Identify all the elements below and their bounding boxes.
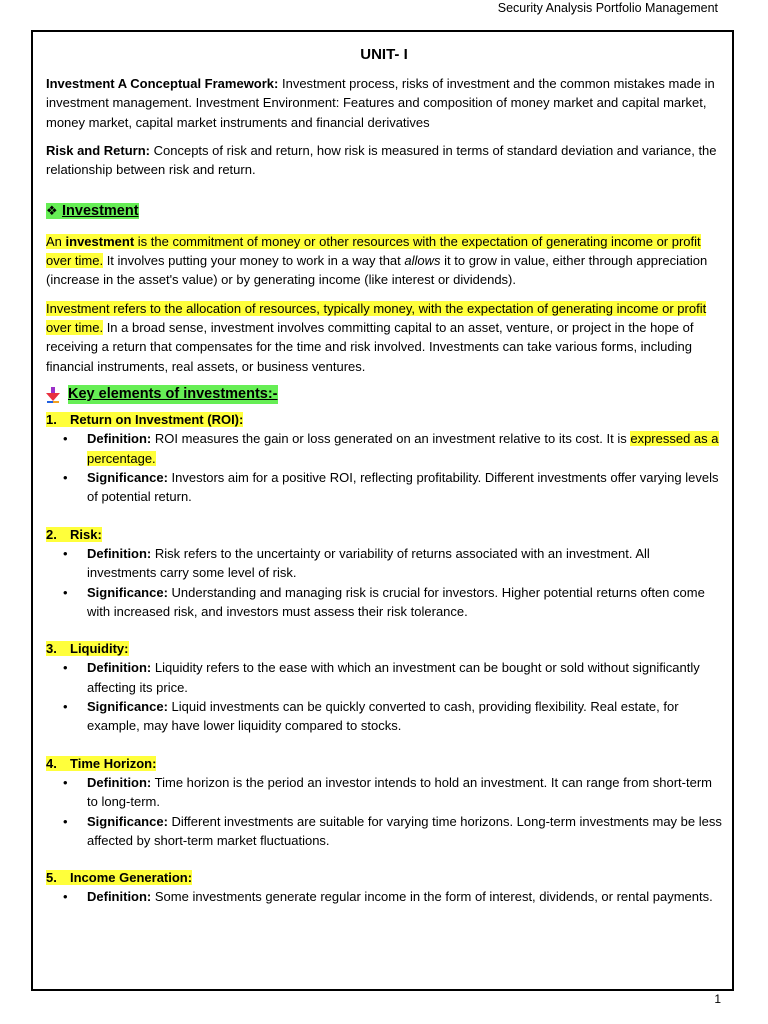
key-element-title [46,868,722,887]
key-elements-heading-text: Key elements of investments:- [68,385,278,404]
key-element-title [46,754,722,773]
significance-text: Investors aim for a positive ROI, reflecting profitability. Different investments offer varying levels of potential return. [87,470,719,505]
bullet-list [46,887,722,906]
four-color-arrow-icon [46,387,68,403]
definition-bullet [87,887,722,906]
item-number: 2. [46,526,57,542]
significance-bullet [87,812,722,851]
investment-paragraph-2 [46,299,722,376]
para-bold: investment [65,233,135,249]
key-element-item [46,754,722,850]
key-elements-heading [46,385,722,404]
investment-heading [46,201,722,221]
running-header: Security Analysis Portfolio Management [497,1,718,15]
key-element-item [46,525,722,621]
syllabus-paragraph-2 [46,141,722,180]
significance-text: Understanding and managing risk is crucial for investors. Higher potential returns often come with increased risk, and investors must assess their risk tolerance. [87,584,705,619]
definition-highlight: expressed as a percentage. [87,431,719,466]
item-number: 1. [46,412,57,428]
para-text: It involves putting your money to work in a way that [103,253,405,269]
key-element-item [46,410,722,506]
definition-label: Definition: [87,774,152,790]
key-element-item [46,868,722,907]
significance-text: Different investments are suitable for varying time horizons. Long-term investments may be less affected by short-term market fluctuations. [87,813,722,848]
definition-label: Definition: [87,545,152,561]
syllabus-label: Risk and Return: [46,142,151,158]
significance-label: Significance: [87,813,168,829]
item-number: 5. [46,870,57,886]
page-number: 1 [714,992,721,1006]
para-italic: allows [404,253,441,269]
syllabus-text: Investment process, risks of investment and the common mistakes made in investment management. Investment Environment: Features and composition of money market and capital market, money market, capital market instruments and financial derivatives [46,76,715,130]
definition-text: ROI measures the gain or loss generated on an investment relative to its cost. It is [151,431,631,447]
bullet-list [46,429,722,506]
para-highlight: is the commitment of money or other resources with the expectation of generating income or profit over time. [46,233,701,269]
definition-text: Some investments generate regular income in the form of interest, dividends, or rental payments. [151,889,713,905]
key-elements-list [46,410,722,907]
item-title: Return on Investment (ROI): [70,412,244,428]
definition-bullet [87,429,722,468]
para-text: it to grow in value, either through appreciation (increase in the asset's value) or by generating income (like interest or dividends). [46,253,708,288]
four-diamond-star-icon: ❖ [46,203,58,219]
definition-label: Definition: [87,889,152,905]
significance-bullet [87,583,722,622]
unit-title: UNIT- I [360,46,408,63]
para-highlight: Investment refers to the allocation of resources, typically money, with the expectation of generating income or profit over time. [46,300,707,335]
para-text: An [46,233,66,249]
definition-label: Definition: [87,660,152,676]
document-body [46,44,722,925]
item-number: 3. [46,641,57,657]
key-element-title [46,410,722,429]
significance-bullet [87,468,722,507]
item-title: Time Horizon: [70,755,157,771]
definition-text: Risk refers to the uncertainty or variability of returns associated with an investment. All investments carry some level of risk. [87,545,650,581]
key-element-title [46,525,722,544]
significance-label: Significance: [87,699,168,715]
definition-bullet [87,773,722,812]
syllabus-text: Concepts of risk and return, how risk is measured in terms of standard deviation and variance, the relationship between risk and return. [46,142,717,178]
definition-label: Definition: [87,431,152,447]
investment-heading-text: Investment [62,203,139,220]
syllabus-label: Investment A Conceptual Framework: [46,76,279,91]
significance-bullet [87,697,722,736]
definition-text: Time horizon is the period an investor intends to hold an investment. It can range from short-term to long-term. [87,774,712,810]
item-title: Risk: [70,526,102,542]
significance-label: Significance: [87,470,168,486]
significance-label: Significance: [87,584,168,600]
item-title: Liquidity: [70,641,129,657]
key-element-title [46,639,722,658]
item-title: Income Generation: [70,870,193,886]
key-element-item [46,639,722,735]
bullet-list [46,658,722,735]
definition-bullet [87,658,722,697]
definition-bullet [87,544,722,583]
para-text: In a broad sense, investment involves committing capital to an asset, venture, or project in the hope of receiving a return that compensates for the time and risk involved. Investments can take various forms, including financial instruments, real assets, or business ventures. [46,319,694,374]
bullet-list [46,544,722,621]
investment-paragraph-1 [46,232,722,290]
significance-text: Liquid investments can be quickly converted to cash, providing flexibility. Real estate, for example, may have lower liquidity compared to stocks. [87,699,679,734]
definition-text: Liquidity refers to the ease with which an investment can be bought or sold without significantly affecting its price. [87,660,700,695]
bullet-list [46,773,722,850]
item-number: 4. [46,755,57,771]
syllabus-paragraph-1 [46,74,722,132]
